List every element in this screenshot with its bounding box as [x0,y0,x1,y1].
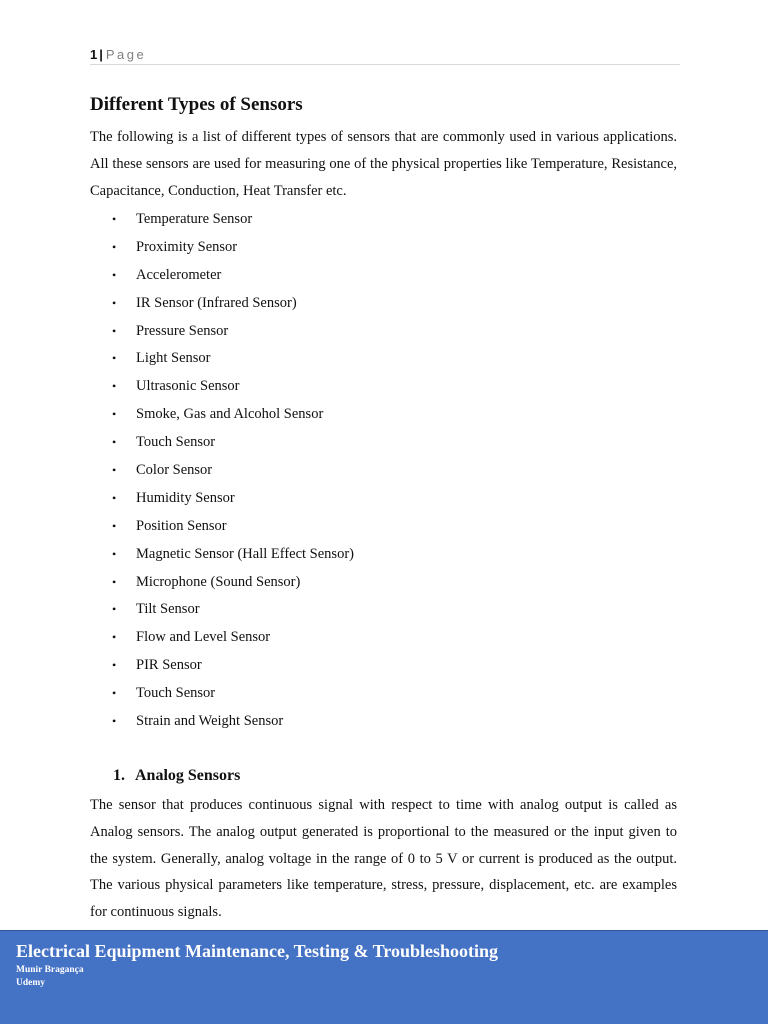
list-item [90,568,650,596]
page-number: 1 [90,47,98,62]
list-item-text: Temperature Sensor [136,211,253,227]
bullet-icon: • [112,267,117,282]
document-title: Different Types of Sensors [90,94,303,115]
bullet-icon: • [112,323,117,338]
list-item-text: Magnetic Sensor (Hall Effect Sensor) [136,545,354,562]
bullet-icon: • [112,463,117,478]
list-item [90,205,650,233]
bullet-icon: • [112,379,117,394]
list-item-text: Ultrasonic Sensor [136,378,240,395]
list-item [90,540,650,568]
list-item-text: Humidity Sensor [136,489,235,506]
list-item [90,233,650,261]
intro-paragraph: The following is a list of different types of sensors that are commonly used in various applications. All these sensors are used for measuring one of the physical properties like Temperature, Resistance, Capacitance, Conduction, Heat Transfer etc. [90,129,677,199]
list-item [90,289,650,317]
section-title: Analog Sensors [135,767,241,784]
bullet-icon: • [112,658,117,673]
list-item-text: PIR Sensor [136,657,202,674]
bullet-icon: • [112,239,117,254]
footer-title: Electrical Equipment Maintenance, Testing & Troubleshooting [16,941,499,961]
bullet-icon: • [112,574,117,589]
bullet-icon: • [112,407,117,422]
list-item-text: Tilt Sensor [136,601,200,618]
list-item [90,428,650,456]
page-separator: | [99,47,103,62]
list-item [90,707,650,735]
list-item [90,400,650,428]
footer-band [0,930,768,1024]
list-item-text: Smoke, Gas and Alcohol Sensor [136,406,324,423]
list-item-text: Microphone (Sound Sensor) [136,573,301,590]
list-item-text: Touch Sensor [136,685,216,702]
bullet-icon: • [112,602,117,617]
list-item-text: Color Sensor [136,462,213,479]
list-item [90,512,650,540]
list-item [90,456,650,484]
section-body: The sensor that produces continuous signal with respect to time with analog output is called as Analog sensors. The analog output generated is proportional to the measured or the input given to the system. Generally, analog voltage in the range of 0 to 5 V or current is produced as the output. The various physical parameters like temperature, stress, pressure, displacement, etc. are examples for continuous signals. [90,797,677,921]
footer-author: Munir Bragança [16,965,84,975]
list-item [90,317,650,345]
list-item [90,595,650,623]
bullet-icon: • [112,714,117,729]
list-item [90,679,650,707]
bullet-icon: • [112,630,117,645]
list-item [90,372,650,400]
list-item-text: Touch Sensor [136,434,216,451]
bullet-icon: • [112,518,117,533]
section-heading [113,765,240,787]
list-item [90,484,650,512]
list-item [90,261,650,289]
bullet-icon: • [112,351,117,366]
page-header [90,46,680,65]
list-item-text: Position Sensor [136,517,227,534]
bullet-icon: • [112,295,117,310]
bullet-icon: • [112,686,117,701]
page-label: Page [105,47,147,62]
section-number: 1. [113,767,125,784]
list-item-text: Strain and Weight Sensor [136,713,284,730]
list-item-text: Accelerometer [136,266,222,283]
list-item [90,623,650,651]
list-item-text: IR Sensor (Infrared Sensor) [136,294,297,311]
list-item-text: Proximity Sensor [136,238,238,255]
footer-organization: Udemy [16,978,46,988]
bullet-icon: • [112,435,117,450]
sensor-list [90,205,650,735]
bullet-icon: • [112,546,117,561]
list-item [90,344,650,372]
list-item [90,651,650,679]
list-item-text: Light Sensor [136,350,211,367]
list-item-text: Pressure Sensor [136,322,229,339]
bullet-icon: • [112,212,117,226]
bullet-icon: • [112,490,117,505]
list-item-text: Flow and Level Sensor [136,629,271,646]
